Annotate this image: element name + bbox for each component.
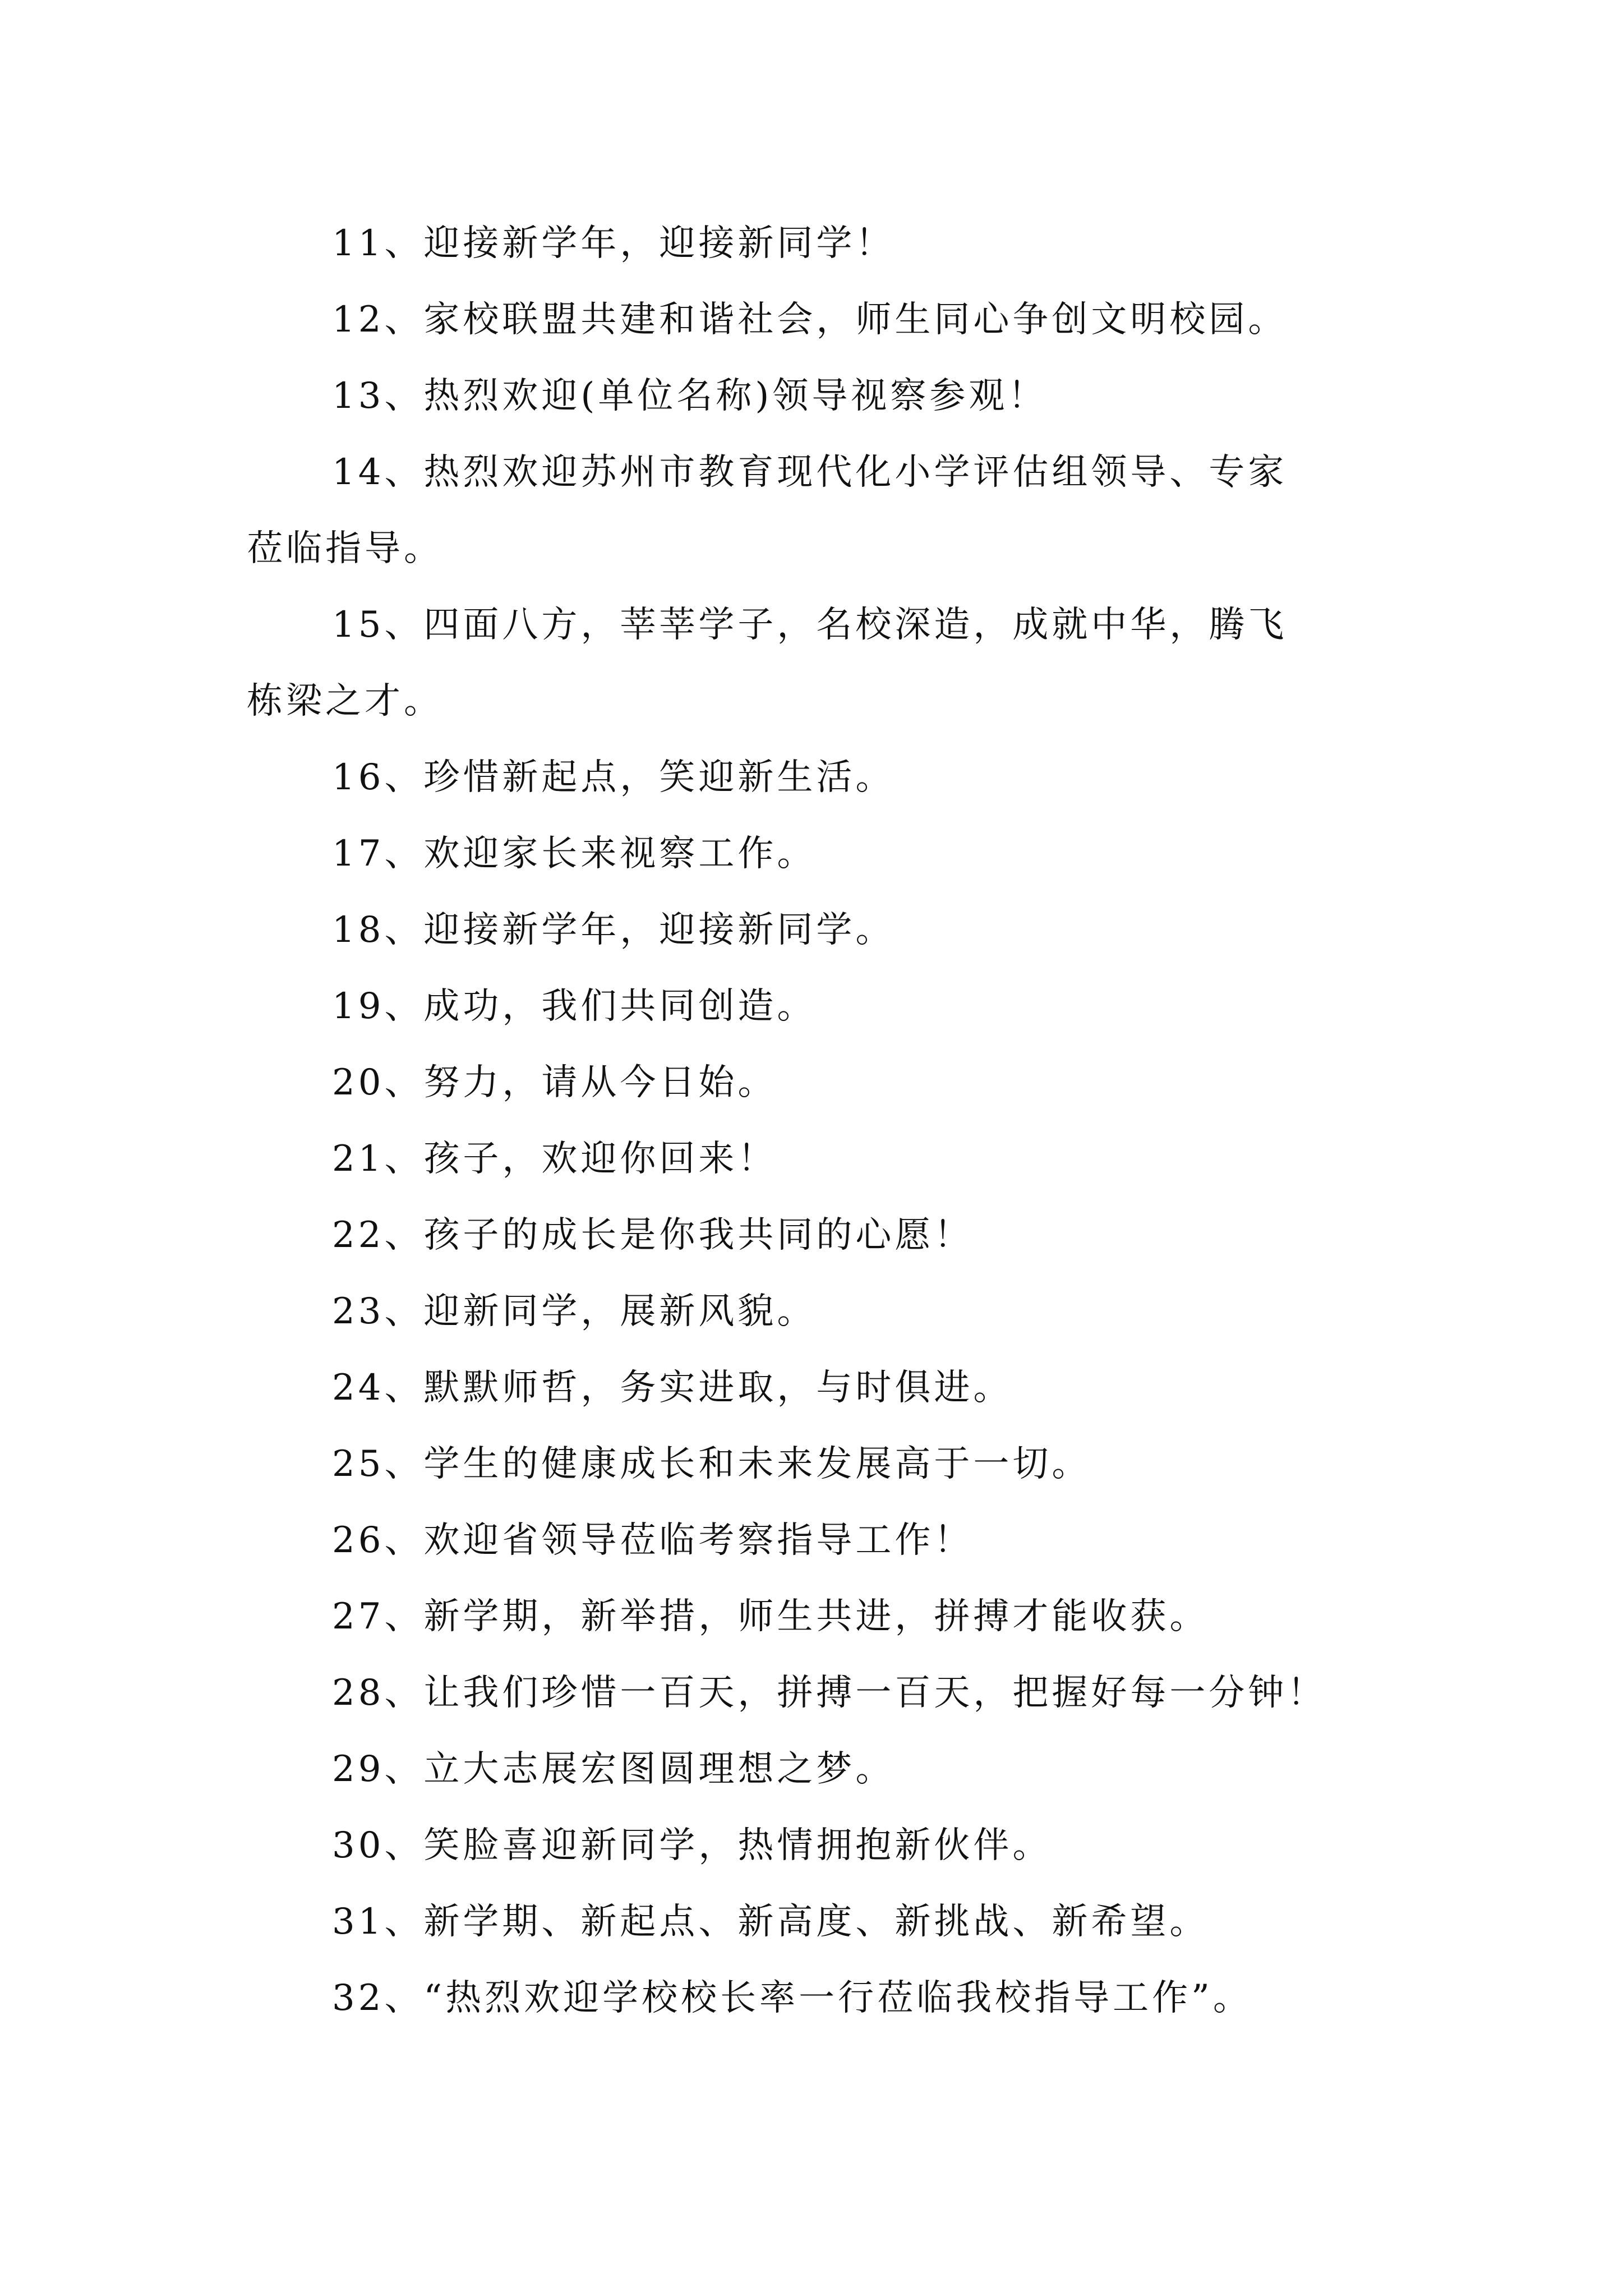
slogan-line-20: 20、努力，请从今日始。 <box>332 1062 777 1103</box>
slogan-line-21: 21、孩子，欢迎你回来！ <box>332 1138 777 1180</box>
slogan-line-12: 12、家校联盟共建和谐社会，师生同心争创文明校园。 <box>332 299 1288 341</box>
slogan-line-19: 19、成功，我们共同创造。 <box>332 986 817 1027</box>
slogan-line-27: 27、新学期，新举措，师生共进，拼搏才能收获。 <box>332 1596 1209 1637</box>
slogan-line-14: 14、热烈欢迎苏州市教育现代化小学评估组领导、专家 <box>332 452 1288 493</box>
slogan-line-15-continued: 栋梁之才。 <box>247 680 443 722</box>
slogan-line-29: 29、立大志展宏图圆理想之梦。 <box>332 1749 895 1790</box>
slogan-line-17: 17、欢迎家长来视察工作。 <box>332 833 817 875</box>
slogan-line-15: 15、四面八方，莘莘学子，名校深造，成就中华，腾飞 <box>332 604 1288 646</box>
slogan-line-22: 22、孩子的成长是你我共同的心愿！ <box>332 1214 974 1256</box>
slogan-line-13: 13、热烈欢迎(单位名称)领导视察参观！ <box>332 375 1048 417</box>
slogan-line-32: 32、“热烈欢迎学校校长率一行莅临我校指导工作”。 <box>332 1977 1252 2019</box>
slogan-line-16: 16、珍惜新起点，笑迎新生活。 <box>332 757 895 798</box>
slogan-line-25: 25、学生的健康成长和未来发展高于一切。 <box>332 1443 1091 1485</box>
slogan-line-31: 31、新学期、新起点、新高度、新挑战、新希望。 <box>332 1901 1209 1943</box>
slogan-line-23: 23、迎新同学，展新风貌。 <box>332 1291 817 1332</box>
slogan-line-28: 28、让我们珍惜一百天，拼搏一百天，把握好每一分钟！ <box>332 1672 1327 1714</box>
slogan-line-26: 26、欢迎省领导莅临考察指导工作！ <box>332 1520 974 1561</box>
slogan-line-24: 24、默默师哲，务实进取，与时俱进。 <box>332 1367 1013 1409</box>
slogan-line-14-continued: 莅临指导。 <box>247 528 443 569</box>
slogan-line-18: 18、迎接新学年，迎接新同学。 <box>332 909 895 951</box>
slogan-line-30: 30、笑脸喜迎新同学，热情拥抱新伙伴。 <box>332 1825 1052 1866</box>
slogan-line-11: 11、迎接新学年，迎接新同学！ <box>332 223 895 264</box>
